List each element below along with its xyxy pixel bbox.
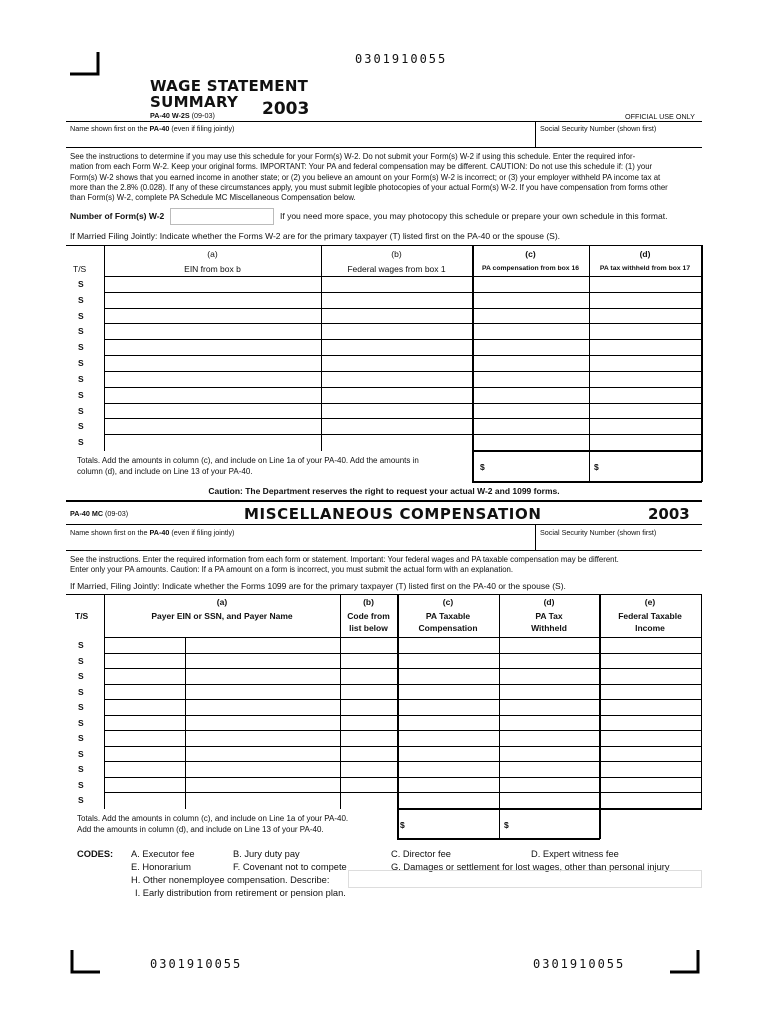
mc-totals-text: Totals. Add the amounts in column (c), and include on Line 1a of your PA-40. Add the amounts in column (d), and include on Line 13 of your PA-40. <box>77 814 349 834</box>
w2s-ssn-label: Social Security Number (shown first) <box>540 124 657 133</box>
mc-total-pa-tax-withheld[interactable] <box>501 810 598 837</box>
code-f: F. Covenant not to compete <box>233 862 347 872</box>
mc-row-payer-name[interactable] <box>186 778 339 792</box>
w2s-row-federal-wages[interactable] <box>322 324 472 338</box>
w2s-row-ein[interactable] <box>105 419 321 433</box>
w2s-row-pa-tax-withheld[interactable] <box>591 372 700 386</box>
mc-col-a-label: Payer EIN or SSN, and Payer Name <box>151 611 293 621</box>
more-space-note: If you need more space, you may photocopy this schedule or prepare your own schedule in this format. <box>280 211 668 221</box>
w2s-row-ein[interactable] <box>105 404 321 418</box>
mc-row-pa-taxable-compensation[interactable] <box>399 638 498 652</box>
w2s-row-federal-wages[interactable] <box>322 340 472 354</box>
registration-mark-bottom-right <box>670 950 700 974</box>
mc-row-pa-taxable-compensation[interactable] <box>399 778 498 792</box>
registration-mark-top-left <box>70 52 100 76</box>
mc-row-code[interactable] <box>341 747 396 761</box>
mc-row-payer-ein[interactable] <box>105 700 184 714</box>
mc-row-pa-tax-withheld[interactable] <box>501 669 598 683</box>
mc-row-code[interactable] <box>341 654 396 668</box>
mc-row-code[interactable] <box>341 762 396 776</box>
mc-row-payer-name[interactable] <box>186 793 339 807</box>
mc-row-federal-taxable-income[interactable] <box>601 716 700 730</box>
w2s-row-ts-marker: S <box>78 421 84 432</box>
registration-mark-bottom-left <box>70 950 100 974</box>
mc-row-payer-name[interactable] <box>186 669 339 683</box>
w2s-row-ein[interactable] <box>105 435 321 449</box>
w2s-row-federal-wages[interactable] <box>322 388 472 402</box>
code-d: D. Expert witness fee <box>531 849 619 859</box>
w2s-row-pa-tax-withheld[interactable] <box>591 277 700 291</box>
w2s-col-d-letter: (d) <box>639 249 651 259</box>
mc-name-field[interactable] <box>68 537 532 549</box>
w2s-row-pa-tax-withheld[interactable] <box>591 388 700 402</box>
w2s-row-pa-compensation[interactable] <box>474 324 588 338</box>
mc-col-ts-label: T/S <box>75 611 89 621</box>
mc-row-code[interactable] <box>341 685 396 699</box>
w2s-row-pa-compensation[interactable] <box>474 404 588 418</box>
w2s-row-pa-compensation[interactable] <box>474 435 588 449</box>
w2s-row-ein[interactable] <box>105 309 321 323</box>
w2s-row-pa-tax-withheld[interactable] <box>591 324 700 338</box>
mc-ssn-field[interactable] <box>538 537 700 549</box>
mc-row-pa-taxable-compensation[interactable] <box>399 669 498 683</box>
w2s-row-ts-marker: S <box>78 373 84 384</box>
w2s-row-pa-compensation[interactable] <box>474 372 588 386</box>
mc-row-pa-tax-withheld[interactable] <box>501 685 598 699</box>
mc-col-c-label1: PA Taxable <box>425 611 471 621</box>
mc-title: MISCELLANEOUS COMPENSATION <box>244 505 542 523</box>
mc-row-pa-tax-withheld[interactable] <box>501 762 598 776</box>
mc-row-pa-tax-withheld[interactable] <box>501 731 598 745</box>
form-barcode-bottom-right: 0301910055 <box>533 957 626 971</box>
mc-row-payer-name[interactable] <box>186 685 339 699</box>
w2s-col-b-letter: (b) <box>391 249 402 259</box>
mc-row-code[interactable] <box>341 638 396 652</box>
mc-col-c-letter: (c) <box>442 597 454 607</box>
mc-row-ts-marker: S <box>78 748 84 759</box>
mc-row-payer-ein[interactable] <box>105 762 184 776</box>
mc-row-pa-tax-withheld[interactable] <box>501 700 598 714</box>
w2s-row-ein[interactable] <box>105 293 321 307</box>
mc-row-payer-name[interactable] <box>186 747 339 761</box>
mc-row-federal-taxable-income[interactable] <box>601 762 700 776</box>
form-barcode-bottom-left: 0301910055 <box>150 957 243 971</box>
w2s-row-federal-wages[interactable] <box>322 309 472 323</box>
mc-row-payer-name[interactable] <box>186 716 339 730</box>
mc-ssn-label: Social Security Number (shown first) <box>540 528 657 537</box>
code-e: E. Honorarium <box>131 862 191 872</box>
code-a: A. Executor fee <box>131 849 195 859</box>
mc-form-id: PA-40 MC (09-03) <box>70 509 129 518</box>
w2s-row-ein[interactable] <box>105 324 321 338</box>
mc-col-b-label1: Code from <box>347 611 390 621</box>
mc-row-payer-ein[interactable] <box>105 793 184 807</box>
mc-col-c-label2: Compensation <box>418 623 478 633</box>
mc-row-ts-marker: S <box>78 779 84 790</box>
mc-row-ts-marker: S <box>78 686 84 697</box>
mc-row-federal-taxable-income[interactable] <box>601 700 700 714</box>
mc-row-pa-tax-withheld[interactable] <box>501 778 598 792</box>
mc-row-payer-ein[interactable] <box>105 778 184 792</box>
w2s-row-ts-marker: S <box>78 294 84 305</box>
w2s-row-ein[interactable] <box>105 277 321 291</box>
w2s-row-ts-marker: S <box>78 342 84 353</box>
w2s-total-d-dollar: $ <box>594 462 599 472</box>
mc-col-a-letter: (a) <box>216 597 228 607</box>
mc-row-payer-ein[interactable] <box>105 669 184 683</box>
mc-col-d-letter: (d) <box>543 597 555 607</box>
code-b: B. Jury duty pay <box>233 849 300 859</box>
mc-row-pa-taxable-compensation[interactable] <box>399 731 498 745</box>
w2s-col-d-label: PA tax withheld from box 17 <box>599 265 691 272</box>
num-forms-label: Number of Form(s) W-2 <box>70 211 165 221</box>
mc-total-pa-taxable-compensation[interactable] <box>399 810 498 837</box>
mc-row-ts-marker: S <box>78 702 84 713</box>
mc-name-label: Name shown first on the PA-40 (even if filing jointly) <box>70 528 235 537</box>
mc-row-payer-name[interactable] <box>186 762 339 776</box>
w2s-row-federal-wages[interactable] <box>322 435 472 449</box>
mc-row-payer-ein[interactable] <box>105 731 184 745</box>
mc-col-e-label2: Income <box>635 623 665 633</box>
mc-col-b-label2: list below <box>349 623 388 633</box>
mc-row-ts-marker: S <box>78 671 84 682</box>
w2s-col-c-label: PA compensation from box 16 <box>481 265 580 272</box>
w2s-ssn-field[interactable] <box>538 134 700 146</box>
mc-row-pa-tax-withheld[interactable] <box>501 638 598 652</box>
mc-row-pa-tax-withheld[interactable] <box>501 654 598 668</box>
mc-row-payer-ein[interactable] <box>105 654 184 668</box>
code-h: H. Other nonemployee compensation. Describe: <box>131 875 330 885</box>
w2s-row-ts-marker: S <box>78 326 84 337</box>
w2s-row-ts-marker: S <box>78 358 84 369</box>
w2s-row-pa-tax-withheld[interactable] <box>591 309 700 323</box>
w2s-row-pa-compensation[interactable] <box>474 340 588 354</box>
mc-row-pa-tax-withheld[interactable] <box>501 793 598 807</box>
mc-row-payer-ein[interactable] <box>105 685 184 699</box>
w2s-col-c-letter: (c) <box>525 249 536 259</box>
code-i: I. Early distribution from retirement or pension plan. <box>135 888 346 898</box>
mc-row-pa-taxable-compensation[interactable] <box>399 747 498 761</box>
mc-row-payer-ein[interactable] <box>105 716 184 730</box>
w2s-row-ts-marker: S <box>78 279 84 289</box>
mc-row-federal-taxable-income[interactable] <box>601 747 700 761</box>
w2s-row-ein[interactable] <box>105 356 321 370</box>
mc-row-payer-name[interactable] <box>186 700 339 714</box>
w2s-row-pa-tax-withheld[interactable] <box>591 404 700 418</box>
mc-row-payer-name[interactable] <box>186 731 339 745</box>
mc-row-pa-tax-withheld[interactable] <box>501 716 598 730</box>
code-c: C. Director fee <box>391 849 451 859</box>
w2s-row-ts-marker: S <box>78 437 84 448</box>
mc-row-code[interactable] <box>341 700 396 714</box>
mc-row-ts-marker: S <box>78 655 84 666</box>
mc-row-federal-taxable-income[interactable] <box>601 731 700 745</box>
w2s-mfj-note: If Married Filing Jointly: Indicate whether the Forms W-2 are for the primary taxpayer (T) listed first on the PA-40 or the spouse (S). <box>70 231 561 241</box>
w2s-row-federal-wages[interactable] <box>322 372 472 386</box>
mc-row-pa-taxable-compensation[interactable] <box>399 685 498 699</box>
w2s-title-line1: WAGE STATEMENT <box>150 77 309 95</box>
mc-row-code[interactable] <box>341 716 396 730</box>
mc-row-code[interactable] <box>341 778 396 792</box>
w2s-row-pa-tax-withheld[interactable] <box>591 419 700 433</box>
mc-row-ts-marker: S <box>78 640 84 650</box>
w2s-row-pa-tax-withheld[interactable] <box>591 340 700 354</box>
w2s-row-federal-wages[interactable] <box>322 356 472 370</box>
form-barcode-top: 0301910055 <box>355 52 448 66</box>
w2s-row-pa-tax-withheld[interactable] <box>591 293 700 307</box>
w2s-row-pa-compensation[interactable] <box>474 419 588 433</box>
w2s-totals-text: Totals. Add the amounts in column (c), and include on Line 1a of your PA-40. Add the amounts in column (d), and include on Line 13 of your PA-40. <box>77 456 419 476</box>
mc-row-pa-taxable-compensation[interactable] <box>399 700 498 714</box>
w2s-row-federal-wages[interactable] <box>322 277 472 291</box>
mc-row-pa-tax-withheld[interactable] <box>501 747 598 761</box>
w2s-year: 2003 <box>262 99 310 119</box>
w2s-col-ts-label: T/S <box>73 264 87 274</box>
w2s-col-b-label: Federal wages from box 1 <box>347 264 446 274</box>
num-forms-input[interactable] <box>170 208 274 225</box>
mc-total-d-dollar: $ <box>504 820 509 830</box>
w2s-row-pa-compensation[interactable] <box>474 388 588 402</box>
mc-row-federal-taxable-income[interactable] <box>601 638 700 652</box>
w2s-row-pa-tax-withheld[interactable] <box>591 435 700 449</box>
mc-row-ts-marker: S <box>78 764 84 775</box>
mc-col-b-letter: (b) <box>363 597 374 607</box>
w2s-total-pa-tax-withheld[interactable] <box>591 452 700 480</box>
mc-row-federal-taxable-income[interactable] <box>601 669 700 683</box>
w2s-total-c-dollar: $ <box>480 462 485 472</box>
mc-row-federal-taxable-income[interactable] <box>601 793 700 807</box>
w2s-row-federal-wages[interactable] <box>322 419 472 433</box>
w2s-name-label: Name shown first on the PA-40 (even if filing jointly) <box>70 124 235 133</box>
w2s-name-field[interactable] <box>68 134 532 146</box>
mc-row-payer-ein[interactable] <box>105 638 184 652</box>
mc-row-pa-taxable-compensation[interactable] <box>399 762 498 776</box>
mc-row-pa-taxable-compensation[interactable] <box>399 716 498 730</box>
mc-row-code[interactable] <box>341 731 396 745</box>
w2s-row-ein[interactable] <box>105 372 321 386</box>
w2s-row-pa-compensation[interactable] <box>474 309 588 323</box>
mc-total-c-dollar: $ <box>400 820 405 830</box>
w2s-instructions: See the instructions to determine if you may use this schedule for your Form(s) W-2. Do not submit your Form(s) W-2 if using this schedule. Enter the required infor- mation from each Form W-2. Keep your original forms. IMPORTANT: Your PA and federal compensation may be different. CAUTION: Do not use this schedule if: (1) your Form(s) W-2 shows that you earned income in another state; or (2) you believe an amount on your Form(s) W-2 is incorrect; or (3) your employer withheld PA income tax at more than the 2.8% (0.028). If any of these circumstances apply, you must submit legible photocopies of your actual Form(s) W-2. If you have compensation from forms other than Form(s) W-2, complete PA Schedule MC Miscellaneous Compensation below. <box>70 152 668 203</box>
mc-col-e-label1: Federal Taxable <box>618 611 682 621</box>
mc-year: 2003 <box>648 505 690 523</box>
codes-label: CODES: <box>77 849 114 859</box>
w2s-row-ts-marker: S <box>78 405 84 416</box>
w2s-row-ein[interactable] <box>105 340 321 354</box>
mc-row-federal-taxable-income[interactable] <box>601 685 700 699</box>
w2s-col-a-label: EIN from box b <box>184 264 241 274</box>
mc-row-code[interactable] <box>341 669 396 683</box>
mc-col-e-letter: (e) <box>644 597 656 607</box>
mc-mfj-note: If Married, Filing Jointly: Indicate whether the Forms 1099 are for the primary taxpayer (T) listed first on the PA-40 or the spouse (S). <box>70 581 566 591</box>
mc-row-payer-name[interactable] <box>186 654 339 668</box>
mc-row-pa-taxable-compensation[interactable] <box>399 654 498 668</box>
code-g: G. Damages or settlement for lost wages, other than personal injury <box>391 862 670 872</box>
mc-row-ts-marker: S <box>78 733 84 744</box>
w2s-row-federal-wages[interactable] <box>322 293 472 307</box>
other-compensation-description-input[interactable] <box>348 870 702 888</box>
w2s-row-ts-marker: S <box>78 389 84 400</box>
mc-row-code[interactable] <box>341 793 396 807</box>
w2s-total-pa-compensation[interactable] <box>474 452 588 480</box>
mc-col-d-label1: PA Tax <box>535 611 563 621</box>
official-use-label: OFFICIAL USE ONLY <box>625 112 695 121</box>
mc-instructions: See the instructions. Enter the required information from each form or statement. Important: Your federal wages and PA taxable compensation may be different. Enter only your PA amounts. Caution: If a PA amount on a form is incorrect, you must submit the actual form with an explanation. <box>70 555 619 575</box>
mc-col-d-label2: Withheld <box>531 623 567 633</box>
w2s-col-a-letter: (a) <box>207 249 218 259</box>
w2s-row-federal-wages[interactable] <box>322 404 472 418</box>
w2s-row-ein[interactable] <box>105 388 321 402</box>
mc-row-federal-taxable-income[interactable] <box>601 654 700 668</box>
mc-row-pa-taxable-compensation[interactable] <box>399 793 498 807</box>
mc-row-ts-marker: S <box>78 717 84 728</box>
mc-row-ts-marker: S <box>78 795 84 806</box>
w2s-row-pa-compensation[interactable] <box>474 277 588 291</box>
w2s-form-id: PA-40 W-2S (09-03) <box>150 111 215 120</box>
w2s-row-ts-marker: S <box>78 310 84 321</box>
mc-row-payer-name[interactable] <box>186 638 339 652</box>
w2s-row-pa-compensation[interactable] <box>474 356 588 370</box>
mc-row-payer-ein[interactable] <box>105 747 184 761</box>
w2s-title-line2: SUMMARY <box>150 93 239 111</box>
w2s-row-pa-compensation[interactable] <box>474 293 588 307</box>
caution-note: Caution: The Department reserves the right to request your actual W-2 and 1099 forms. <box>208 486 560 496</box>
mc-row-federal-taxable-income[interactable] <box>601 778 700 792</box>
w2s-row-pa-tax-withheld[interactable] <box>591 356 700 370</box>
